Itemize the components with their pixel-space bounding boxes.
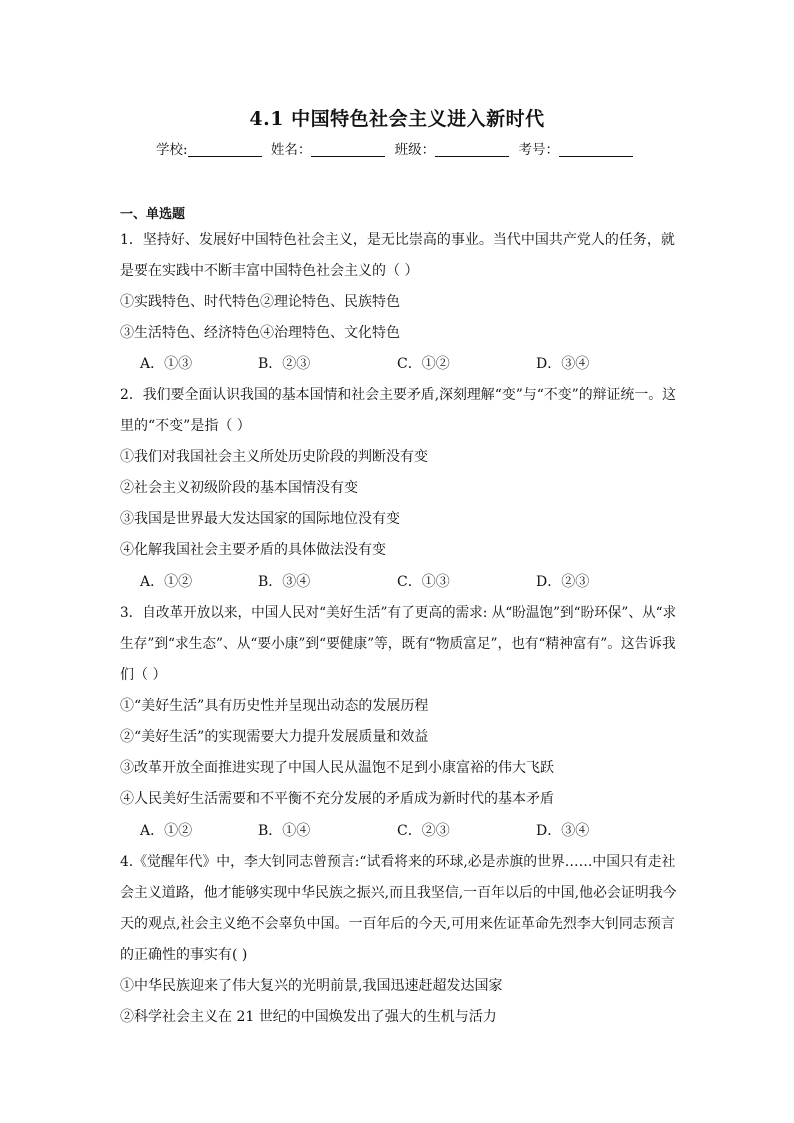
question-2-option-b[interactable]: B．③④ xyxy=(258,574,311,590)
question-1-option-b[interactable]: B．②③ xyxy=(258,356,311,372)
section-heading: 一、单选题 xyxy=(120,207,186,222)
question-4-stem-line-4: 的正确性的事实有( ) xyxy=(120,947,248,963)
name-label: 姓名： xyxy=(270,142,312,158)
student-info-row xyxy=(0,138,794,158)
question-3-option-d[interactable]: D．③④ xyxy=(536,823,590,839)
question-1-option-c[interactable]: C．①② xyxy=(397,356,450,372)
question-4-stem-line-1: 4.《觉醒年代》中，李大钊同志曾预言:“试看将来的环球,必是赤旗的世界……中国只有走社 xyxy=(120,854,676,870)
question-2-statement-3: ③我国是世界最大发达国家的国际地位没有变 xyxy=(120,511,400,527)
question-1-stem-line-2: 是要在实践中不断丰富中国特色社会主义的（ ） xyxy=(120,263,419,279)
question-3-stem-line-1: 3．自改革开放以来，中国人民对“美好生活”有了更高的需求: 从“盼温饱”到“盼环保”、从“求 xyxy=(120,605,677,621)
question-2-statement-2: ②社会主义初级阶段的基本国情没有变 xyxy=(120,480,358,496)
question-1-option-a[interactable]: A．①③ xyxy=(140,356,193,372)
school-label: 学校: xyxy=(156,142,188,158)
name-blank[interactable] xyxy=(311,142,385,157)
class-label: 班级： xyxy=(394,142,436,158)
class-blank[interactable] xyxy=(435,142,509,157)
page-title: 4.1 中国特色社会主义进入新时代 xyxy=(249,108,545,130)
question-3-statement-4: ④人民美好生活需要和不平衡不充分发展的矛盾成为新时代的基本矛盾 xyxy=(120,791,554,807)
question-4-statement-1: ①中华民族迎来了伟大复兴的光明前景,我国迅速赶超发达国家 xyxy=(120,978,503,994)
name-field xyxy=(271,138,388,158)
question-3-option-c[interactable]: C．②③ xyxy=(397,823,450,839)
question-3-stem-line-3: 们（ ） xyxy=(120,667,167,683)
question-1-statement-1: ①实践特色、时代特色②理论特色、民族特色 xyxy=(120,294,400,310)
exam-number-field xyxy=(518,138,635,158)
question-2-statement-4: ④化解我国社会主要矛盾的具体做法没有变 xyxy=(120,542,386,558)
school-blank[interactable] xyxy=(188,142,262,157)
question-2-option-d[interactable]: D．②③ xyxy=(536,574,590,590)
question-3-option-b[interactable]: B．①④ xyxy=(258,823,311,839)
question-1-statement-2: ③生活特色、经济特色④治理特色、文化特色 xyxy=(120,325,400,341)
question-1-option-d[interactable]: D．③④ xyxy=(536,356,590,372)
class-field xyxy=(395,138,512,158)
exam-number-blank[interactable] xyxy=(559,142,633,157)
question-2-option-c[interactable]: C．①③ xyxy=(397,574,450,590)
question-2-stem-line-1: 2．我们要全面认识我国的基本国情和社会主要矛盾,深刻理解“变”与“不变”的辩证统一。这 xyxy=(120,387,677,403)
question-1-stem-line-1: 1．坚持好、发展好中国特色社会主义，是无比崇高的事业。当代中国共产党人的任务，就 xyxy=(120,232,675,248)
school-field xyxy=(156,138,264,158)
question-3-statement-1: ①“美好生活”具有历史性并呈现出动态的发展历程 xyxy=(120,698,429,714)
question-3-option-a[interactable]: A．①② xyxy=(140,823,193,839)
question-3-statement-3: ③改革开放全面推进实现了中国人民从温饱不足到小康富裕的伟大飞跃 xyxy=(120,760,554,776)
question-4-stem-line-3: 天的观点,社会主义绝不会辜负中国。一百年后的今天,可用来佐证革命先烈李大钊同志预言 xyxy=(120,916,675,932)
question-2-statement-1: ①我们对我国社会主义所处历史阶段的判断没有变 xyxy=(120,449,428,465)
question-3-stem-line-2: 生存”到“求生态”、从“要小康”到“要健康”等，既有“物质富足”，也有“精神富有”。这告诉我 xyxy=(120,636,676,652)
question-2-option-a[interactable]: A．①② xyxy=(140,574,193,590)
question-4-stem-line-2: 会主义道路，他才能够实现中华民族之振兴,而且我坚信,一百年以后的中国,他必会证明我今 xyxy=(120,885,677,901)
question-3-statement-2: ②“美好生活”的实现需要大力提升发展质量和效益 xyxy=(120,729,429,745)
exam-number-label: 考号： xyxy=(518,142,559,158)
question-4-statement-2: ②科学社会主义在 21 世纪的中国焕发出了强大的生机与活力 xyxy=(120,1009,497,1025)
question-2-stem-line-2: 里的“不变”是指（ ） xyxy=(120,418,251,434)
